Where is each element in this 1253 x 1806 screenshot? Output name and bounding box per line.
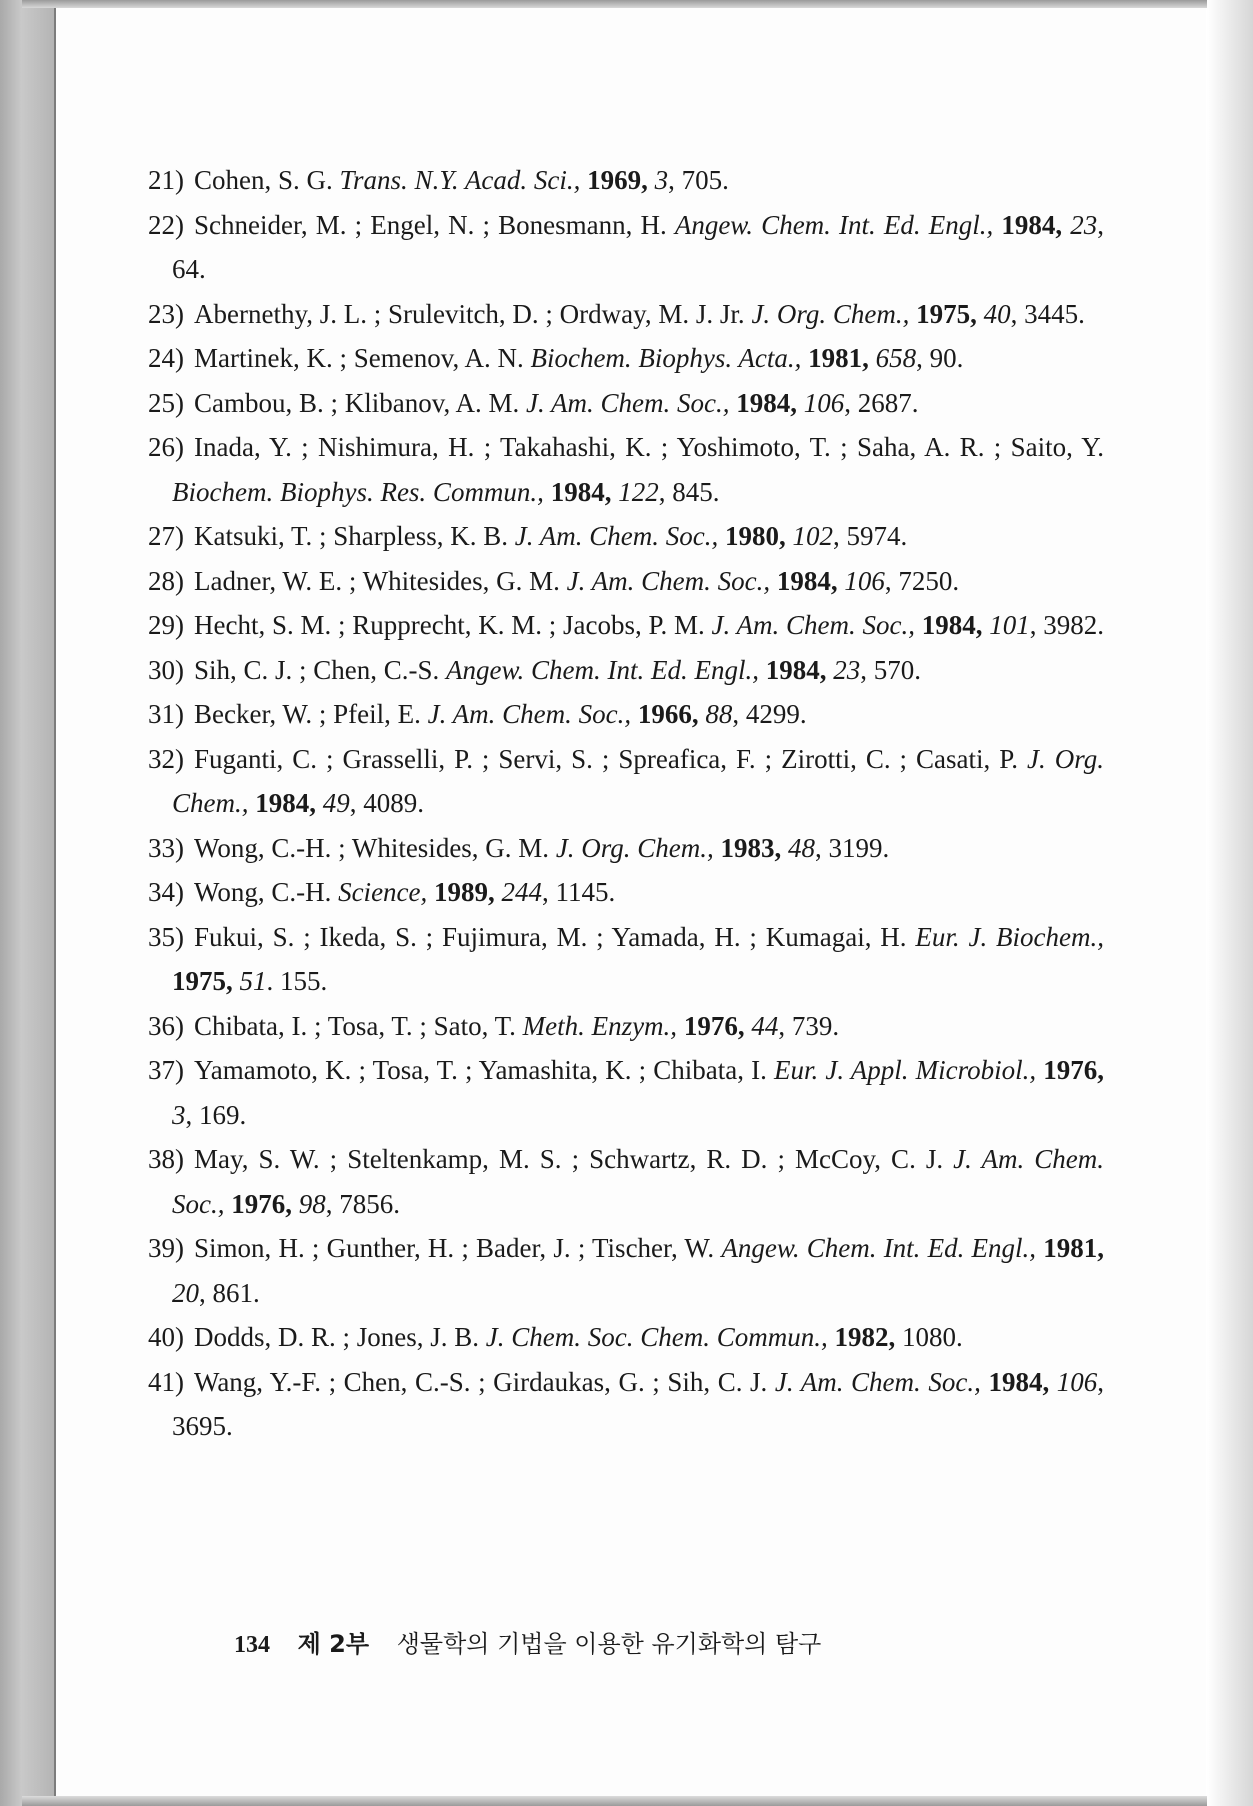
reference-text: Yamamoto, K. ; Tosa, T. ; Yamashita, K. ; Chibata, I. [194, 1055, 775, 1085]
reference-number: 30) [148, 654, 184, 685]
book-spine [0, 0, 56, 1806]
reference-text [316, 788, 323, 818]
reference-italic-text: 106 [844, 565, 885, 596]
reference-text [977, 299, 984, 329]
reference-number: 22) [148, 209, 184, 240]
reference-year: 1981, [1043, 1233, 1105, 1263]
reference-italic-text: 101 [989, 610, 1030, 640]
reference-text: Cambou, B. ; Klibanov, A. M. [194, 387, 527, 418]
reference-item [148, 1004, 1104, 1049]
reference-text: , 64. [172, 209, 1105, 284]
reference-text: Wong, C.-H. [194, 877, 339, 907]
page-number: 134 [234, 1632, 270, 1658]
reference-text [648, 165, 655, 195]
reference-text: Chibata, I. ; Tosa, T. ; Sato, T. [194, 1010, 523, 1041]
reference-item [148, 514, 1104, 559]
reference-text: Simon, H. ; Gunther, H. ; Bader, J. ; Tischer, W. [194, 1233, 722, 1263]
reference-year: 1975, [172, 966, 233, 996]
reference-italic-text: 49 [322, 788, 350, 818]
reference-year: 1976, [231, 1188, 292, 1219]
reference-text: , 1145. [542, 877, 616, 907]
reference-text: , 3199. [815, 832, 890, 863]
reference-year: 1966, [637, 699, 699, 729]
reference-item [148, 1137, 1104, 1226]
reference-italic-text: 51 [239, 966, 267, 996]
reference-text: Fukui, S. ; Ikeda, S. ; Fujimura, M. ; Yamada, H. ; Kumagai, H. [194, 921, 916, 952]
reference-year: 1981, [808, 343, 869, 373]
reference-text [427, 877, 434, 907]
reference-italic-text: 106 [1056, 1366, 1098, 1397]
reference-italic-text: Angew. Chem. Int. Ed. Engl., [674, 209, 994, 240]
reference-text: , 90. [916, 343, 964, 373]
reference-text: Martinek, K. ; Semenov, A. N. [194, 343, 531, 373]
reference-italic-text: Biochem. Biophys. Res. Commun., [172, 476, 544, 507]
reference-year: 1989, [434, 877, 495, 907]
reference-item [148, 336, 1104, 381]
reference-text [631, 699, 638, 729]
reference-text [677, 1011, 684, 1041]
reference-text [828, 1322, 835, 1352]
reference-text: Schneider, M. ; Engel, N. ; Bonesmann, H. [194, 209, 675, 240]
reference-text [1049, 1367, 1057, 1397]
reference-item [148, 1048, 1104, 1137]
reference-item [148, 1315, 1104, 1360]
chapter-title: 생물학의 기법을 이용한 유기화학의 탐구 [396, 1630, 822, 1658]
reference-text: Fuganti, C. ; Grasselli, P. ; Servi, S. ; Spreafica, F. ; Zirotti, C. ; Casati, P. [194, 743, 1028, 774]
reference-text: , 7856. [325, 1188, 400, 1219]
reference-year: 1980, [724, 521, 786, 551]
reference-item [148, 559, 1104, 604]
reference-text [495, 877, 502, 907]
reference-italic-text: 3 [172, 1099, 186, 1130]
reference-text: , 4089. [349, 788, 424, 818]
reference-italic-text: Trans. N.Y. Acad. Sci., [339, 165, 581, 195]
reference-text [718, 521, 725, 551]
reference-italic-text: J. Org. Chem., [751, 298, 910, 329]
reference-number: 32) [148, 743, 184, 774]
reference-italic-text: Meth. Enzym., [522, 1010, 678, 1041]
reference-text [759, 655, 766, 685]
reference-number: 24) [148, 343, 184, 373]
reference-item [148, 603, 1104, 648]
reference-number: 40) [148, 1322, 184, 1352]
reference-year: 1983, [720, 832, 782, 863]
reference-number: 27) [148, 521, 184, 551]
reference-year: 1984, [765, 654, 827, 685]
reference-text: , 845. [658, 476, 720, 507]
reference-italic-text: J. Am. Chem. Soc., [172, 1144, 1104, 1219]
reference-item [148, 692, 1104, 737]
reference-item [148, 203, 1104, 292]
reference-number: 35) [148, 921, 184, 952]
reference-text [797, 388, 804, 418]
reference-year: 1969, [587, 165, 648, 195]
reference-italic-text: Angew. Chem. Int. Ed. Engl., [721, 1233, 1037, 1263]
reference-text: Hecht, S. M. ; Rupprecht, K. M. ; Jacobs, P. M. [194, 610, 712, 640]
reference-year: 1976, [683, 1010, 745, 1041]
reference-text: . 155. [266, 966, 328, 996]
reference-item [148, 158, 1104, 203]
reference-italic-text: 23 [1070, 209, 1098, 240]
reference-item [148, 292, 1104, 337]
reference-italic-text: J. Am. Chem. Soc., [774, 1366, 981, 1397]
reference-italic-text: J. Chem. Soc. Chem. Commun., [485, 1322, 828, 1352]
reference-year: 1984, [736, 387, 797, 418]
reference-item [148, 425, 1104, 514]
reference-text: 1080. [895, 1322, 963, 1352]
reference-item [148, 737, 1104, 826]
reference-text: Wong, C.-H. ; Whitesides, G. M. [194, 832, 556, 863]
reference-year: 1975, [916, 298, 977, 329]
reference-year: 1984, [550, 476, 612, 507]
reference-text: May, S. W. ; Steltenkamp, M. S. ; Schwartz, R. D. ; McCoy, C. J. [194, 1144, 954, 1174]
reference-italic-text: Eur. J. Biochem., [915, 921, 1105, 952]
reference-text: , 4299. [732, 699, 807, 729]
reference-italic-text: J. Am. Chem. Soc., [566, 565, 771, 596]
reference-italic-text: J. Am. Chem. Soc., [514, 521, 719, 551]
reference-text [869, 343, 876, 373]
reference-italic-text: 98 [298, 1188, 326, 1219]
reference-text: Ladner, W. E. ; Whitesides, G. M. [194, 565, 567, 596]
reference-italic-text: J. Am. Chem. Soc., [526, 387, 730, 418]
reference-text: Inada, Y. ; Nishimura, H. ; Takahashi, K. ; Yoshimoto, T. ; Saha, A. R. ; Saito, Y. [194, 432, 1104, 462]
reference-list [148, 158, 1104, 1449]
reference-year: 1984, [255, 788, 316, 818]
reference-italic-text: 40 [983, 298, 1011, 329]
reference-text: , 705. [668, 165, 729, 195]
book-bottom-edge [22, 1796, 1212, 1806]
reference-text: Cohen, S. G. [194, 165, 340, 195]
reference-item [148, 1226, 1104, 1315]
reference-text: , 3695. [172, 1366, 1105, 1441]
reference-italic-text: 3 [654, 165, 669, 195]
reference-number: 29) [148, 610, 184, 640]
reference-italic-text: Angew. Chem. Int. Ed. Engl., [446, 654, 759, 685]
reference-italic-text: 244 [501, 877, 543, 907]
reference-item [148, 381, 1104, 426]
reference-text: , 861. [199, 1277, 260, 1308]
reference-year: 1984, [776, 565, 838, 596]
reference-item [148, 915, 1104, 1004]
reference-italic-text: J. Org. Chem., [555, 832, 714, 863]
reference-italic-text: Biochem. Biophys. Acta., [530, 343, 802, 373]
reference-item [148, 1360, 1104, 1449]
reference-number: 23) [148, 298, 184, 329]
reference-text: Abernethy, J. L. ; Srulevitch, D. ; Ordway, M. J. Jr. [194, 298, 752, 329]
reference-text: Katsuki, T. ; Sharpless, K. B. [194, 521, 515, 551]
reference-italic-text: 658 [875, 343, 917, 373]
book-top-edge [22, 0, 1212, 8]
reference-text: Wang, Y.-F. ; Chen, C.-S. ; Girdaukas, G. ; Sih, C. J. [194, 1366, 775, 1397]
reference-number: 33) [148, 832, 184, 863]
reference-text: , 5974. [832, 521, 908, 551]
page-footer [234, 1624, 821, 1659]
reference-text: , 3982. [1029, 610, 1104, 640]
reference-text: Becker, W. ; Pfeil, E. [194, 699, 428, 729]
reference-year: 1984, [988, 1366, 1050, 1397]
reference-italic-text: 106 [803, 387, 845, 418]
reference-italic-text: 122 [618, 476, 659, 507]
reference-text: , 739. [778, 1010, 840, 1041]
reference-number: 41) [148, 1366, 184, 1397]
reference-italic-text: J. Org. Chem., [172, 743, 1105, 818]
reference-text [292, 1189, 299, 1219]
reference-number: 37) [148, 1055, 184, 1085]
reference-text: , 3445. [1010, 298, 1085, 329]
reference-year: 1982, [834, 1322, 896, 1352]
reference-year: 1984, [921, 610, 983, 640]
reference-italic-text: 88 [705, 699, 733, 729]
reference-italic-text: J. Am. Chem. Soc., [711, 610, 915, 640]
reference-italic-text: 48 [788, 832, 816, 863]
reference-italic-text: J. Am. Chem. Soc., [427, 699, 632, 729]
reference-text [915, 610, 922, 640]
reference-italic-text: 23 [833, 654, 861, 685]
reference-italic-text: 20 [172, 1277, 199, 1308]
reference-number: 25) [148, 387, 184, 418]
reference-text [714, 833, 721, 863]
page-edge-shadow [1207, 0, 1253, 1806]
reference-italic-text: Science, [338, 877, 428, 907]
reference-text [233, 966, 240, 996]
reference-text: , 570. [860, 654, 921, 685]
reference-italic-text: 102 [792, 521, 833, 551]
reference-item [148, 870, 1104, 915]
reference-text [770, 566, 777, 596]
reference-text [544, 477, 551, 507]
reference-text: , 7250. [884, 565, 960, 596]
reference-number: 28) [148, 565, 184, 596]
reference-italic-text: Eur. J. Appl. Microbiol., [774, 1055, 1037, 1085]
reference-number: 39) [148, 1233, 184, 1263]
reference-number: 34) [148, 877, 184, 907]
reference-number: 21) [148, 165, 184, 195]
reference-number: 26) [148, 432, 184, 462]
reference-year: 1984, [1001, 209, 1063, 240]
reference-text: Dodds, D. R. ; Jones, J. B. [194, 1322, 486, 1352]
reference-text: , 2687. [844, 387, 919, 418]
reference-year: 1976, [1043, 1055, 1105, 1085]
reference-number: 36) [148, 1010, 184, 1041]
reference-text: Sih, C. J. ; Chen, C.-S. [194, 654, 447, 685]
reference-number: 31) [148, 699, 184, 729]
reference-item [148, 826, 1104, 871]
part-label: 제 2부 [297, 1630, 370, 1658]
reference-item [148, 648, 1104, 693]
reference-text: , 169. [185, 1099, 247, 1130]
reference-italic-text: 44 [751, 1010, 779, 1041]
reference-number: 38) [148, 1144, 184, 1174]
